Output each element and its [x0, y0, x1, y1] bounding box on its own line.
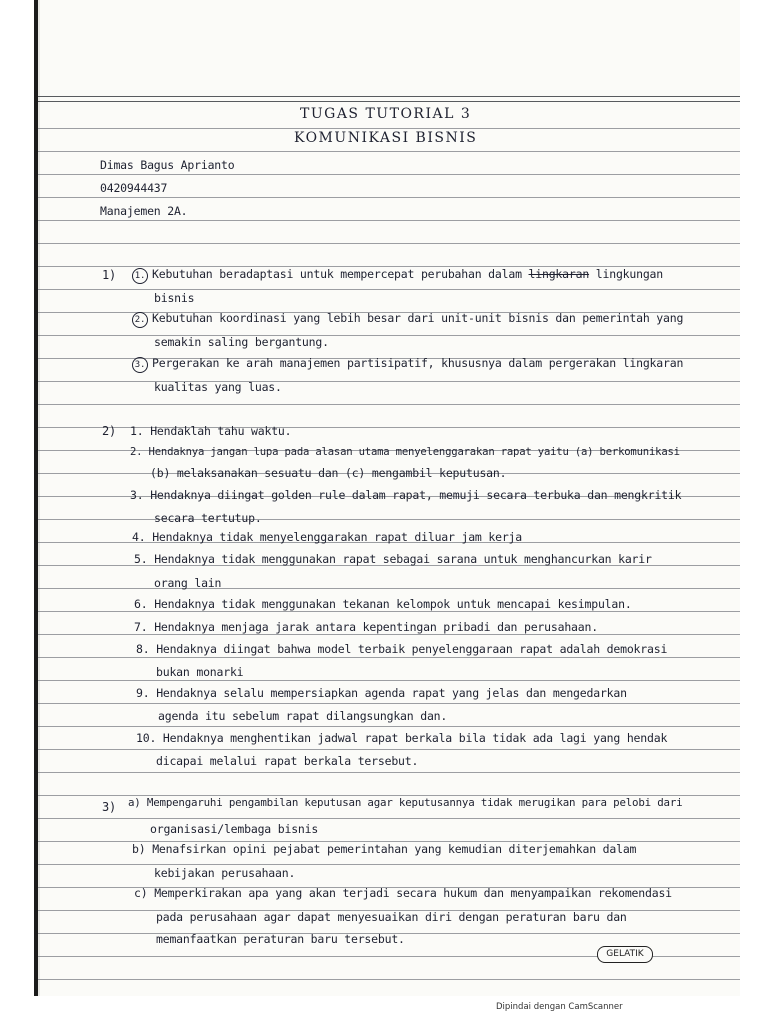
q2-item-8-cont: bukan monarki [156, 665, 244, 679]
ruled-line [38, 519, 740, 520]
q1-item-3-cont: kualitas yang luas. [154, 380, 282, 394]
ruled-line [38, 128, 740, 129]
q1-item-3: 3. Pergerakan ke arah manajemen partisipatif, khususnya dalam pergerakan lingkaran [132, 356, 683, 373]
q1-item-1: 1. Kebutuhan beradaptasi untuk mempercepat perubahan dalam lingkaran lingkungan [132, 267, 663, 284]
q1-item-marker: 2. [132, 312, 148, 328]
ruled-line [38, 289, 740, 290]
ruled-line [38, 634, 740, 635]
ruled-line [38, 174, 740, 175]
q3-item-b: b) Menafsirkan opini pejabat pemerintahan yang kemudian diterjemahkan dalam [132, 842, 637, 856]
q1-item-1-cont: bisnis [154, 291, 195, 305]
q1-item-2-cont: semakin saling bergantung. [154, 335, 329, 349]
q2-item-5-cont: orang lain [154, 576, 222, 590]
q1-item-2: 2. Kebutuhan koordinasi yang lebih besar dari unit-unit bisnis dan pemerintah yang [132, 311, 683, 328]
scan-margin [0, 0, 34, 1000]
q2-item-8: 8. Hendaknya diingat bahwa model terbaik penyelenggaraan rapat adalah demokrasi [136, 642, 668, 656]
ruled-line [38, 818, 740, 819]
q2-item-9-cont: agenda itu sebelum rapat dilangsungkan dan. [158, 709, 448, 723]
title-line-1: TUGAS TUTORIAL 3 [300, 106, 472, 122]
title-line-2: KOMUNIKASI BISNIS [294, 130, 478, 146]
ruled-line [38, 220, 740, 221]
q2-item-3: 3. Hendaknya diingat golden rule dalam rapat, memuji secara terbuka dan mengkritik [130, 488, 682, 502]
q2-item-10-cont: dicapai melalui rapat berkala tersebut. [156, 754, 419, 768]
ruled-line [38, 404, 740, 405]
ruled-line [38, 243, 740, 244]
q2-item-10: 10. Hendaknya menghentikan jadwal rapat berkala bila tidak ada lagi yang hendak [136, 731, 668, 745]
student-class: Manajemen 2A. [100, 204, 188, 218]
ruled-line [38, 657, 740, 658]
q2-item-1: 1. Hendaklah tahu waktu. [130, 424, 292, 438]
q3-item-c: c) Memperkirakan apa yang akan terjadi secara hukum dan menyampaikan rekomendasi [134, 886, 672, 900]
camscanner-watermark: Dipindai dengan CamScanner [496, 1002, 623, 1012]
ruled-line [38, 381, 740, 382]
q3-item-c-cont: pada perusahaan agar dapat menyesuaikan diri dengan peraturan baru dan [156, 910, 627, 924]
ruled-line [38, 611, 740, 612]
q2-item-2: 2. Hendaknya jangan lupa pada alasan utama menyelenggarakan rapat yaitu (a) berkomunikasi [130, 446, 680, 458]
q2-item-7: 7. Hendaknya menjaga jarak antara kepentingan pribadi dan perusahaan. [134, 620, 598, 634]
q1-item-marker: 1. [132, 268, 148, 284]
ruled-line [38, 96, 740, 97]
q2-item-6: 6. Hendaknya tidak menggunakan tekanan kelompok untuk mencapai kesimpulan. [134, 597, 632, 611]
ruled-line [38, 151, 740, 152]
student-name: Dimas Bagus Aprianto [100, 158, 235, 172]
q3-item-a: a) Mempengaruhi pengambilan keputusan agar keputusannya tidak merugikan para pelobi dari [128, 796, 683, 809]
q2-item-3-cont: secara tertutup. [154, 511, 262, 525]
q2-item-9: 9. Hendaknya selalu mempersiapkan agenda rapat yang jelas dan mengedarkan [136, 686, 627, 700]
student-id: 0420944437 [100, 181, 168, 195]
q1-number: 1) [102, 268, 117, 282]
notebook-page [34, 0, 740, 996]
q1-item-marker: 3. [132, 357, 148, 373]
ruled-line [38, 101, 740, 102]
ruled-line [38, 703, 740, 704]
q2-number: 2) [102, 424, 117, 438]
ruled-line [38, 979, 740, 980]
ruled-line [38, 588, 740, 589]
gelatik-logo-stamp: GELATIK [597, 946, 653, 963]
ruled-line [38, 197, 740, 198]
ruled-line [38, 772, 740, 773]
ruled-line [38, 680, 740, 681]
q3-number: 3) [102, 800, 117, 814]
scan-bottom-margin [0, 996, 768, 1024]
ruled-line [38, 749, 740, 750]
q2-item-2-cont: (b) melaksanakan sesuatu dan (c) mengambil keputusan. [150, 466, 507, 480]
q3-item-a-cont: organisasi/lembaga bisnis [150, 822, 319, 836]
q2-item-4: 4. Hendaknya tidak menyelenggarakan rapat diluar jam kerja [132, 530, 522, 544]
q3-item-c-cont-2: memanfaatkan peraturan baru tersebut. [156, 932, 405, 946]
q3-item-b-cont: kebijakan perusahaan. [154, 866, 296, 880]
q2-item-5: 5. Hendaknya tidak menggunakan rapat sebagai sarana untuk menghancurkan karir [134, 552, 652, 566]
ruled-line [38, 726, 740, 727]
ruled-line [38, 864, 740, 865]
ruled-line [38, 335, 740, 336]
